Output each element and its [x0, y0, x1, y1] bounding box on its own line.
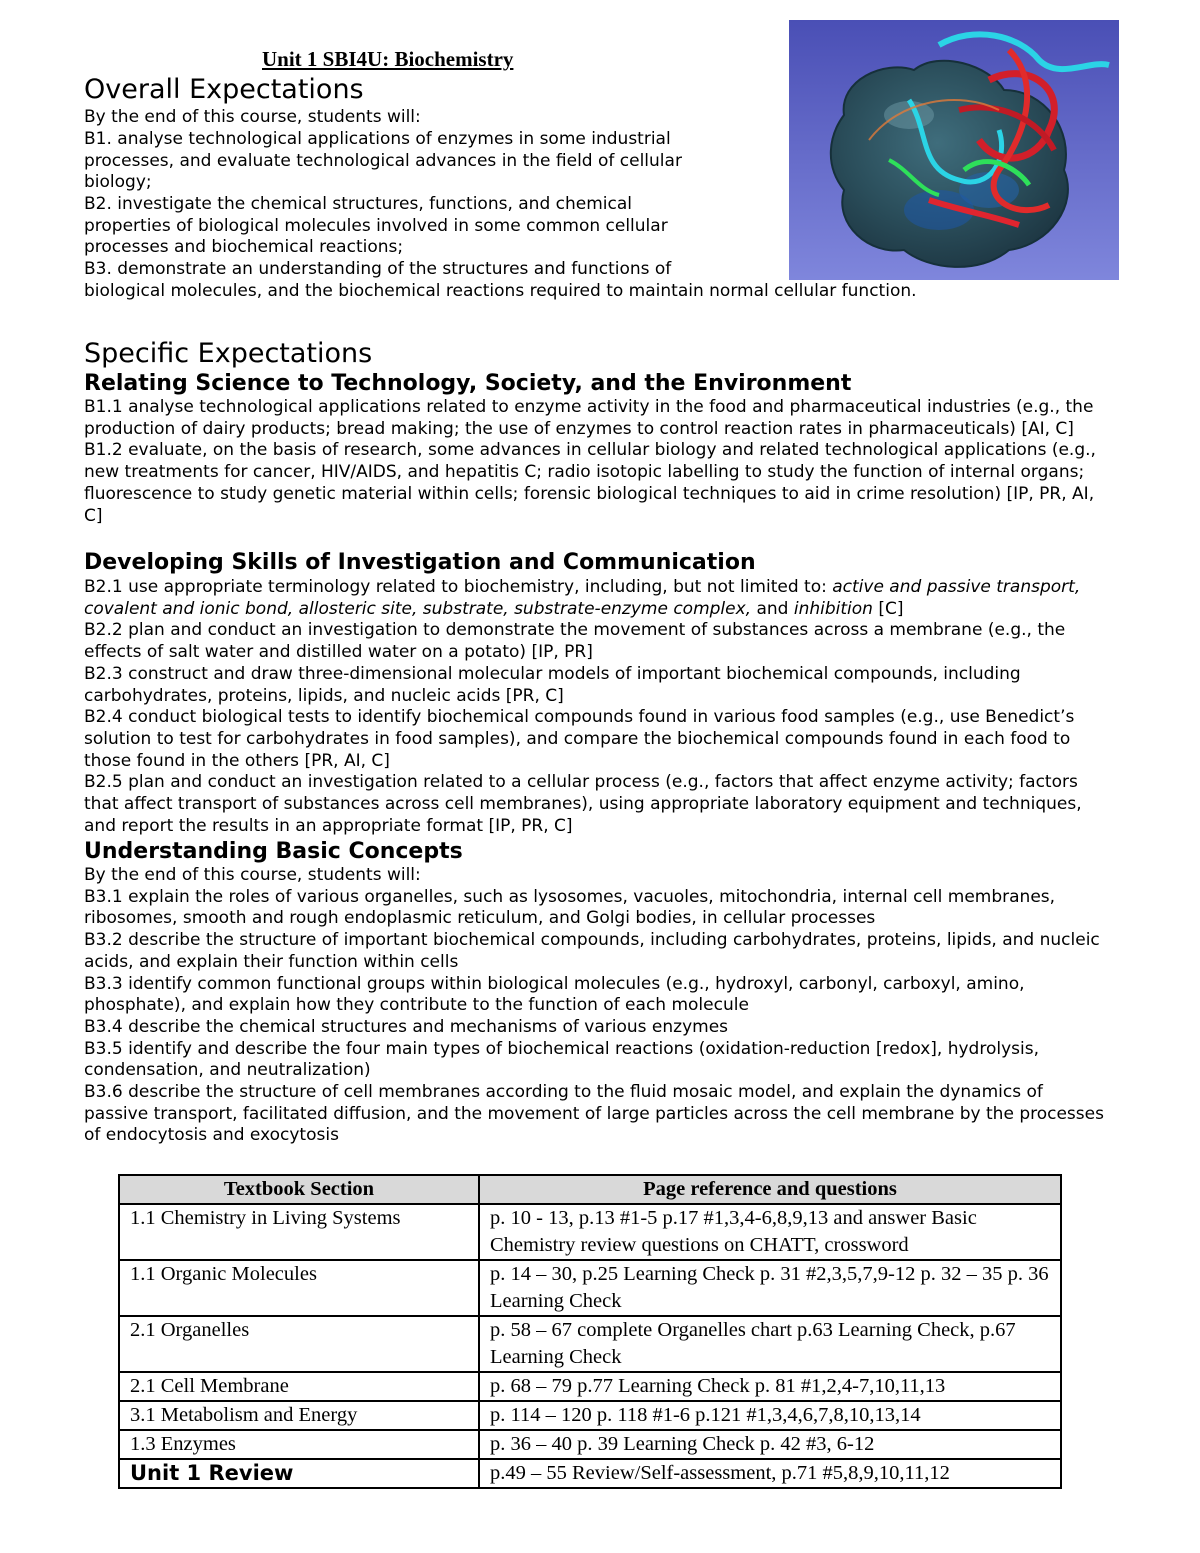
overall-line: processes, and evaluate technological advances in the field of cellular: [84, 151, 682, 171]
b21-inhibition: inhibition: [793, 598, 873, 619]
overall-line: B2. investigate the chemical structures, functions, and chemical: [84, 194, 633, 214]
overall-line: properties of biological molecules involved in some common cellular: [84, 216, 668, 236]
section-concepts-items: [84, 865, 1104, 1147]
expectation-item-b21: [84, 577, 1104, 620]
expectation-item: B3.4 describe the chemical structures and mechanisms of various enzymes: [84, 1016, 729, 1037]
table-cell: p. 36 – 40 p. 39 Learning Check p. 42 #3, 6-12: [479, 1430, 1061, 1459]
expectation-item: B3.6 describe the structure of cell membranes according to the fluid mosaic model, and explain the dynamics of passive transport, facilitated diffusion, and the movement of large particles across the cell membrane by the processes of endocytosis and exocytosis: [84, 1082, 1104, 1146]
section-sts-items: [84, 397, 1104, 527]
table-cell: p. 14 – 30, p.25 Learning Check p. 31 #2,3,5,7,9-12 p. 32 – 35 p. 36 Learning Check: [479, 1260, 1061, 1316]
b21-terms: active and passive transport, covalent and ionic bond, allosteric site, substrate, substrate-enzyme complex,: [84, 577, 1081, 619]
overall-line: biological molecules, and the biochemical reactions required to maintain normal cellular function.: [84, 281, 917, 301]
expectation-item: B3.3 identify common functional groups within biological molecules (e.g., hydroxyl, carbonyl, carboxyl, amino, phosphate), and explain how they contribute to the function of each molecule: [84, 973, 1025, 1016]
section-heading-concepts: Understanding Basic Concepts: [84, 839, 463, 864]
table-cell: p.49 – 55 Review/Self-assessment, p.71 #5,8,9,10,11,12: [479, 1459, 1061, 1488]
table-header-row: [119, 1175, 1061, 1204]
expectation-item: B1.2 evaluate, on the basis of research, some advances in cellular biology and related technological applications (e.g., new treatments for cancer, HIV/AIDS, and hepatitis C; radio isotopic labelling to study the function of internal organs; fluorescence to study genetic material within cells; forensic biological techniques to aid in crime resolution) [IP, PR, AI, C]: [84, 440, 1096, 526]
overall-line: By the end of this course, students will:: [84, 107, 421, 127]
overall-line: biology;: [84, 172, 152, 192]
overall-line: B1. analyse technological applications of enzymes in some industrial: [84, 129, 671, 149]
expectation-item: B1.1 analyse technological applications related to enzyme activity in the food and pharmaceutical industries (e.g., the production of dairy products; bread making; the use of enzymes to control reaction rates in pharmaceuticals) [AI, C]: [84, 397, 1094, 439]
expectation-item: B2.3 construct and draw three-dimensional molecular models of important biochemical compounds, including carbohydrates, proteins, lipids, and nucleic acids [PR, C]: [84, 663, 1021, 706]
table-row: [119, 1260, 1061, 1316]
overall-line: processes and biochemical reactions;: [84, 237, 404, 257]
table-cell: 1.1 Organic Molecules: [119, 1260, 479, 1316]
protein-structure-image: [789, 20, 1119, 280]
table-row: [119, 1204, 1061, 1260]
table-cell: p. 10 - 13, p.13 #1-5 p.17 #1,3,4-6,8,9,13 and answer Basic Chemistry review questions on CHATT, crossword: [479, 1204, 1061, 1260]
specific-heading: Specific Expectations: [84, 338, 373, 369]
table-cell: p. 114 – 120 p. 118 #1-6 p.121 #1,3,4,6,7,8,10,13,14: [479, 1401, 1061, 1430]
overall-line: B3. demonstrate an understanding of the structures and functions of: [84, 259, 672, 279]
b21-prefix: B2.1 use appropriate terminology related to biochemistry, including, but not limited to:: [84, 577, 833, 597]
table-cell: 3.1 Metabolism and Energy: [119, 1401, 479, 1430]
section-heading-skills: Developing Skills of Investigation and Communication: [84, 550, 756, 575]
expectation-item: B2.5 plan and conduct an investigation related to a cellular process (e.g., factors that affect enzyme activity; factors that affect transport of substances across cell membranes), using appropriate laboratory equipment and techniques, and report the results in an appropriate format [IP, PR, C]: [84, 772, 1082, 836]
section-skills-items: [84, 577, 1104, 837]
expectation-item: B2.2 plan and conduct an investigation to demonstrate the movement of substances across a membrane (e.g., the effects of salt water and distilled water on a potato) [IP, PR]: [84, 620, 1066, 663]
b21-suffix: [C]: [872, 598, 904, 619]
table-row: [119, 1430, 1061, 1459]
section-intro: By the end of this course, students will:: [84, 865, 421, 885]
table-cell: p. 68 – 79 p.77 Learning Check p. 81 #1,2,4-7,10,11,13: [479, 1372, 1061, 1401]
expectation-item: B3.1 explain the roles of various organelles, such as lysosomes, vacuoles, mitochondria, internal cell membranes, ribosomes, smooth and rough endoplasmic reticulum, and Golgi bodies, in cellular processes: [84, 886, 1056, 929]
overall-heading: Overall Expectations: [84, 74, 364, 105]
table-cell: p. 58 – 67 complete Organelles chart p.63 Learning Check, p.67 Learning Check: [479, 1316, 1061, 1372]
textbook-reference-table: [118, 1174, 1062, 1489]
table-cell: 2.1 Cell Membrane: [119, 1372, 479, 1401]
expectation-item: B3.2 describe the structure of important biochemical compounds, including carbohydrates, proteins, lipids, and nucleic acids, and explain their function within cells: [84, 930, 1100, 972]
expectation-item: B2.4 conduct biological tests to identify biochemical compounds found in various food samples (e.g., use Benedict’s solution to test for carbohydrates in food samples), and compare the biochemical compounds found in each food to those found in the others [PR, AI, C]: [84, 707, 1075, 771]
table-cell: 1.1 Chemistry in Living Systems: [119, 1204, 479, 1260]
b21-mid: and: [751, 598, 794, 619]
table-cell: Unit 1 Review: [119, 1459, 479, 1488]
table-cell: 1.3 Enzymes: [119, 1430, 479, 1459]
table-row: [119, 1316, 1061, 1372]
column-header: Textbook Section: [119, 1175, 479, 1204]
table-row: [119, 1401, 1061, 1430]
page-title: Unit 1 SBI4U: Biochemistry: [262, 47, 514, 71]
table-cell: 2.1 Organelles: [119, 1316, 479, 1372]
table-row: [119, 1372, 1061, 1401]
table-row: [119, 1459, 1061, 1488]
column-header: Page reference and questions: [479, 1175, 1061, 1204]
expectation-item: B3.5 identify and describe the four main types of biochemical reactions (oxidation-reduction [redox], hydrolysis, condensation, and neutralization): [84, 1038, 1039, 1081]
section-heading-sts: Relating Science to Technology, Society, and the Environment: [84, 371, 852, 396]
